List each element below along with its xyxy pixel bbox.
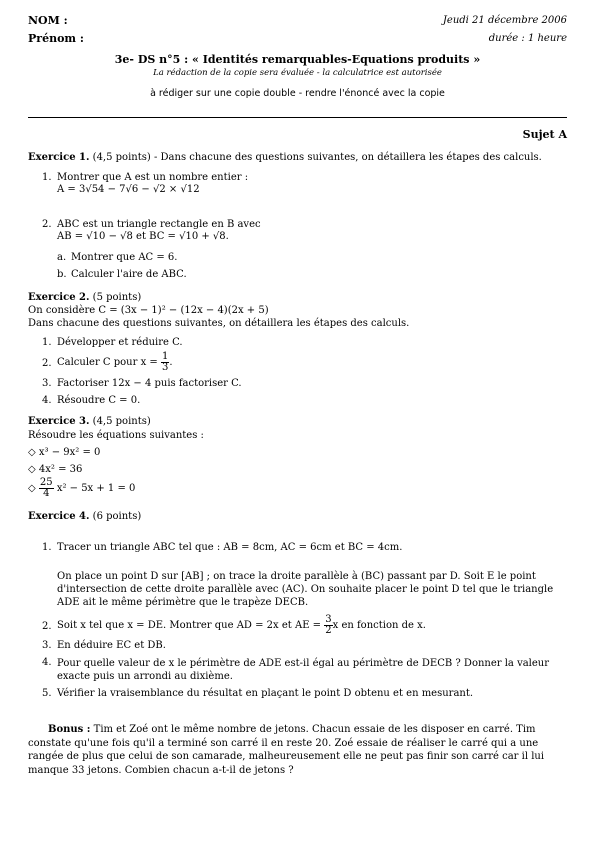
ex1-title: Exercice 1. xyxy=(28,152,90,163)
ex1-q2-num: 2. xyxy=(42,219,52,230)
ex3-eq3-fraction xyxy=(39,478,54,499)
sujet-label: Sujet A xyxy=(522,128,567,141)
ex1-q2-text: ABC est un triangle rectangle en B avec xyxy=(57,219,261,230)
ex4-q3-num: 3. xyxy=(42,640,52,651)
fraction-denominator: 4 xyxy=(43,488,50,499)
ex4-q4-text: Pour quelle valeur de x le périmètre de ADE est-il égal au périmètre de DECB ? Donner la valeur exacte puis un arrondi au dixième. xyxy=(57,658,550,682)
ex2-q1-num: 1. xyxy=(42,337,52,348)
ex1-qb-num: b. xyxy=(57,269,67,280)
fraction-denominator: 3 xyxy=(161,362,169,373)
instructions: à rédiger sur une copie double - rendre l'énoncé avec la copie xyxy=(150,88,445,99)
ex3-points: (4,5 points) xyxy=(92,416,151,427)
ex2-line1: On considère C = (3x − 1)² − (12x − 4)(2x + 5) xyxy=(28,305,269,316)
date-text: Jeudi 21 décembre 2006 xyxy=(442,15,567,26)
ex4-q2-end: x en fonction de x. xyxy=(332,620,426,631)
ex2-points: (5 points) xyxy=(92,292,142,303)
duree-text: durée : 1 heure xyxy=(488,33,567,44)
ex2-q1-text: Développer et réduire C. xyxy=(57,337,183,348)
ex2-q3-text: Factoriser 12x − 4 puis factoriser C. xyxy=(57,378,242,389)
diamond-bullet-icon: ◇ xyxy=(28,447,36,458)
ex3-eq3-text: x² − 5x + 1 = 0 xyxy=(56,483,136,494)
ex2-q2-num: 2. xyxy=(42,358,52,369)
ex1-points: (4,5 points) xyxy=(92,152,151,163)
bonus-text: Tim et Zoé ont le même nombre de jetons. Chacun essaie de les disposer en carré. Tim constate qu'une fois qu'il a terminé son carré il en reste 20. Zoé essaie de réaliser le carré qui a une rangée de plus que celui de son camarade, malheureusement elle ne peut pas finir son carré car il lui manque 33 jetons. Combien chacun a-t-il de jetons ? xyxy=(28,724,545,776)
page-subtitle: La rédaction de la copie sera évaluée - la calculatrice est autorisée xyxy=(153,68,442,78)
ex1-intro: - Dans chacune des questions suivantes, on détaillera les étapes des calculs. xyxy=(153,152,542,163)
ex1-q1-text: Montrer que A est un nombre entier : xyxy=(57,172,249,183)
ex2-line2: Dans chacune des questions suivantes, on détaillera les étapes des calculs. xyxy=(28,318,410,329)
ex3-eq1 xyxy=(28,447,100,458)
ex4-heading xyxy=(28,511,141,522)
ex4-q2-line xyxy=(57,615,426,636)
ex4-paragraph: On place un point D sur [AB] ; on trace la droite parallèle à (BC) passant par D. Soit E le point d'intersection de cette droite parallèle avec (AC). On souhaite placer le point D tel que le triangle ADE ait le même périmètre que le trapèze DECB. xyxy=(57,571,554,608)
ex3-eq3 xyxy=(28,478,135,499)
fraction-numerator: 3 xyxy=(325,614,332,625)
ex1-heading xyxy=(28,152,542,163)
ex4-q2-num: 2. xyxy=(42,621,52,632)
fraction-numerator: 25 xyxy=(39,477,53,488)
ex2-q3-num: 3. xyxy=(42,378,52,389)
ex2-title: Exercice 2. xyxy=(28,292,90,303)
ex3-eq2 xyxy=(28,464,82,475)
ex3-heading xyxy=(28,416,151,427)
nom-label: NOM : xyxy=(28,14,68,27)
ex3-eq2-text: 4x² = 36 xyxy=(38,464,83,475)
ex2-heading xyxy=(28,292,141,303)
ex2-q2-line xyxy=(57,352,173,373)
bonus-paragraph xyxy=(28,723,567,777)
ex3-eq1-text: x³ − 9x² = 0 xyxy=(38,447,101,458)
ex4-q2-fraction xyxy=(324,615,332,636)
ex1-qb-text: Calculer l'aire de ABC. xyxy=(71,269,187,280)
fraction-denominator: 2 xyxy=(325,625,332,636)
bonus-title: Bonus : xyxy=(48,724,91,735)
page-title: 3e- DS n°5 : « Identités remarquables-Equations produits » xyxy=(114,53,481,66)
ex2-q2-end: . xyxy=(169,357,173,368)
ex1-q1-expr: A = 3√54 − 7√6 − √2 × √12 xyxy=(57,184,200,195)
diamond-bullet-icon: ◇ xyxy=(28,483,36,494)
ex4-q5-num: 5. xyxy=(42,688,52,699)
ex1-q1-num: 1. xyxy=(42,172,52,183)
header-divider xyxy=(28,117,567,118)
ex1-qa-text: Montrer que AC = 6. xyxy=(71,252,178,263)
diamond-bullet-icon: ◇ xyxy=(28,464,36,475)
ex4-title: Exercice 4. xyxy=(28,511,90,522)
ex4-points: (6 points) xyxy=(92,511,142,522)
ex4-q1-text: Tracer un triangle ABC tel que : AB = 8cm, AC = 6cm et BC = 4cm. xyxy=(57,542,403,553)
ex2-q4-num: 4. xyxy=(42,395,52,406)
ex3-title: Exercice 3. xyxy=(28,416,90,427)
ex1-qa-num: a. xyxy=(57,252,67,263)
ex4-q3-text: En déduire EC et DB. xyxy=(57,640,166,651)
ex2-q2-text: Calculer C pour x = xyxy=(57,357,158,368)
ex4-q1-num: 1. xyxy=(42,542,52,553)
ex1-q2-expr: AB = √10 − √8 et BC = √10 + √8. xyxy=(57,231,229,242)
prenom-label: Prénom : xyxy=(28,32,84,45)
fraction-numerator: 1 xyxy=(161,351,169,362)
ex4-q5-text: Vérifier la vraisemblance du résultat en plaçant le point D obtenu et en mesurant. xyxy=(57,688,474,699)
ex4-q4-num: 4. xyxy=(42,657,52,668)
ex4-q2-text: Soit x tel que x = DE. Montrer que AD = 2x et AE = xyxy=(57,620,322,631)
ex2-q4-text: Résoudre C = 0. xyxy=(57,395,141,406)
ex3-intro: Résoudre les équations suivantes : xyxy=(28,430,204,441)
